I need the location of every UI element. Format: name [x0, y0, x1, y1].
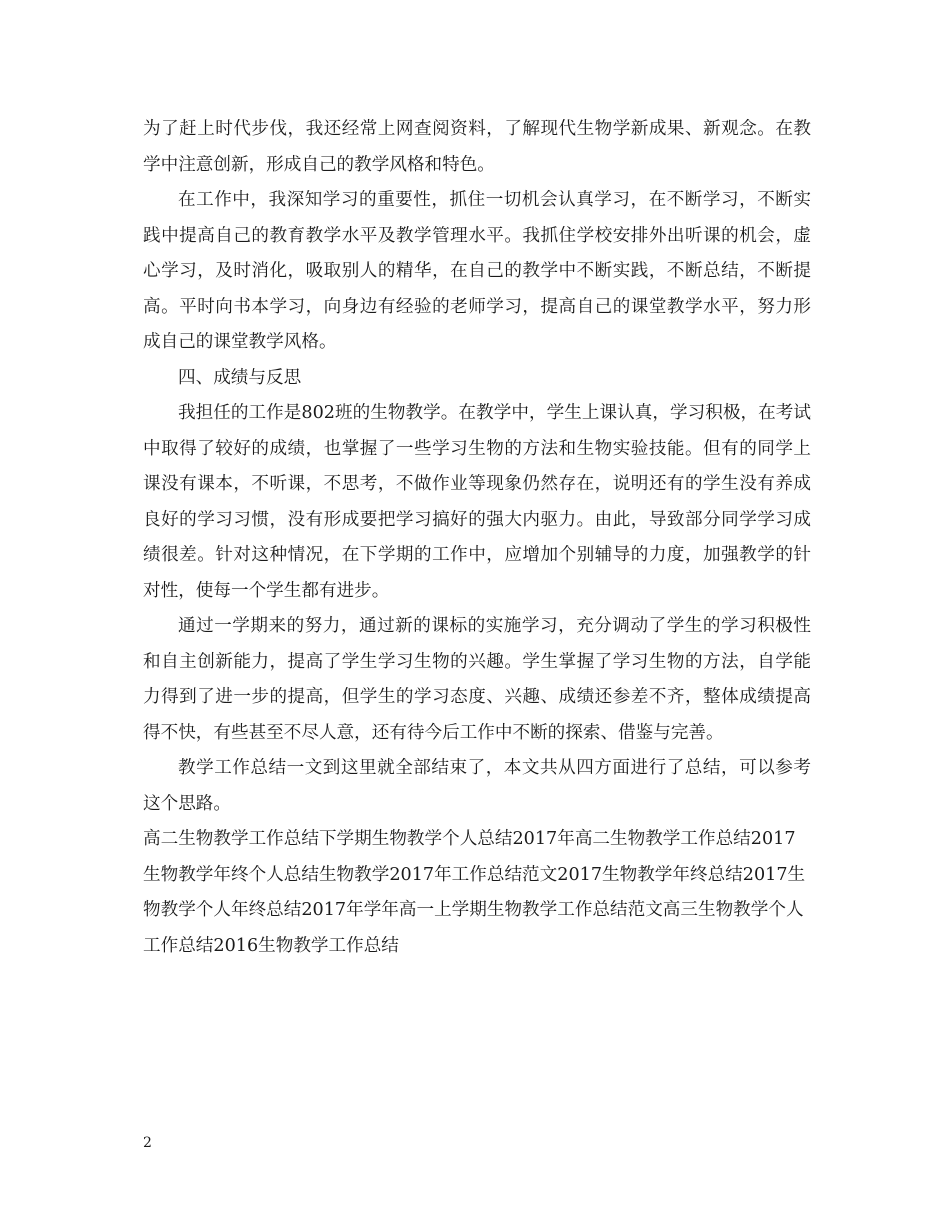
related-articles-list: 高二生物教学工作总结下学期生物教学个人总结2017年高二生物教学工作总结2017生物教学年终个人总结生物教学2017年工作总结范文2017生物教学年终总结2017生物教学个人年终总结2017年学年高一上学期生物教学工作总结范文高三生物教学个人工作总结2016生物教学工作总结: [143, 829, 806, 956]
paragraph-learning: 在工作中，我深知学习的重要性，抓住一切机会认真学习，在不断学习，不断实践中提高自己的教育教学水平及教学管理水平。我抓住学校安排外出听课的机会，虚心学习，及时消化，吸取别人的精华，在自己的教学中不断实践，不断总结，不断提高。平时向书本学习，向身边有经验的老师学习，提高自己的课堂教学水平，努力形成自己的课堂教学风格。: [143, 190, 811, 352]
paragraph-class-802: 我担任的工作是802班的生物教学。在教学中，学生上课认真，学习积极，在考试中取得了较好的成绩，也掌握了一些学习生物的方法和生物实验技能。但有的同学上课没有课本，不听课，不思考，不做作业等现象仍然存在，说明还有的学生没有养成良好的学习习惯，没有形成要把学习搞好的强大内驱力。由此，导致部分同学学习成绩很差。针对这种情况，在下学期的工作中，应增加个别辅导的力度，加强教学的针对性，使每一个学生都有进步。: [143, 403, 811, 601]
page-number: 2: [143, 1135, 152, 1151]
document-body: [143, 112, 811, 964]
section-heading-results: 四、成绩与反思: [178, 367, 302, 388]
paragraph-semester-effort: 通过一学期来的努力，通过新的课标的实施学习，充分调动了学生的学习积极性和自主创新能力，提高了学生学习生物的兴趣。学生掌握了学习生物的方法，自学能力得到了进一步的提高，但学生的学习态度、兴趣、成绩还参差不齐，整体成绩提高得不快，有些甚至不尽人意，还有待今后工作中不断的探索、借鉴与完善。: [143, 616, 811, 743]
paragraph-continuation: 为了赶上时代步伐，我还经常上网查阅资料，了解现代生物学新成果、新观念。在教学中注意创新，形成自己的教学风格和特色。: [143, 119, 811, 175]
paragraph-conclusion: 教学工作总结一文到这里就全部结束了，本文共从四方面进行了总结，可以参考这个思路。: [143, 758, 811, 814]
